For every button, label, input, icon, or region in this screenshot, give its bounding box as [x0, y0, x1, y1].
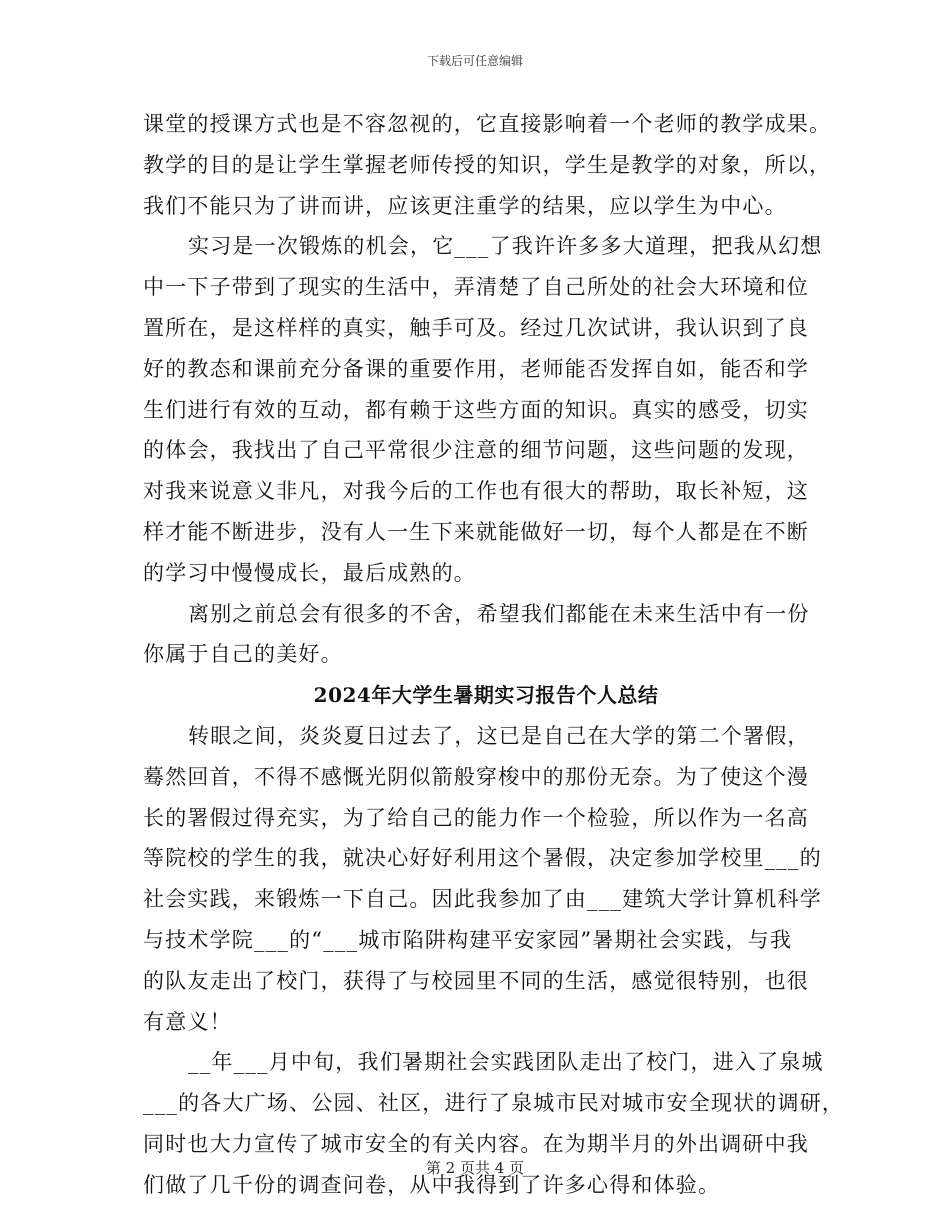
- document-body: [143, 104, 845, 1206]
- text-line: ___的各大广场、公园、社区，进行了泉城市民对城市安全现状的调研，: [143, 1091, 845, 1116]
- text-line: 生们进行有效的互动，都有赖于这些方面的知识。真实的感受，切实: [143, 397, 809, 422]
- section-title: 2024年大学生暑期实习报告个人总结: [313, 683, 659, 708]
- text-line: 置所在，是这样样的真实，触手可及。经过几次试讲，我认识到了良: [143, 315, 809, 340]
- text-line: 对我来说意义非凡，对我今后的工作也有很大的帮助，取长补短，这: [143, 479, 809, 504]
- text-line: 同时也大力宣传了城市安全的有关内容。在为期半月的外出调研中我: [143, 1131, 809, 1156]
- text-line: 有意义！: [143, 1009, 232, 1034]
- text-line: 的体会，我找出了自己平常很少注意的细节问题，这些问题的发现，: [143, 438, 809, 463]
- text-line: 好的教态和课前充分备课的重要作用，老师能否发挥自如，能否和学: [143, 356, 809, 381]
- text-line: 等院校的学生的我，就决心好好利用这个暑假，决定参加学校里___的: [143, 846, 822, 871]
- text-line: 的队友走出了校门，获得了与校园里不同的生活，感觉很特别，也很: [143, 968, 809, 993]
- text-line: 们做了几千份的调查问卷，从中我得到了许多心得和体验。: [143, 1172, 721, 1197]
- text-line: 课堂的授课方式也是不容忽视的，它直接影响着一个老师的教学成果。: [143, 112, 832, 136]
- text-line: 蓦然回首，不得不感慨光阴似箭般穿梭中的那份无奈。为了使这个漫: [143, 764, 809, 789]
- text-line: 中一下子带到了现实的生活中，弄清楚了自己所处的社会大环境和位: [143, 275, 809, 300]
- text-line: 你属于自己的美好。: [143, 642, 343, 667]
- text-line: 转眼之间，炎炎夏日过去了，这已是自己在大学的第二个署假，: [188, 723, 810, 748]
- text-line: 离别之前总会有很多的不舍，希望我们都能在未来生活中有一份: [188, 601, 810, 626]
- text-line: 样才能不断进步，没有人一生下来就能做好一切，每个人都是在不断: [143, 519, 809, 544]
- text-line: 长的署假过得充实，为了给自己的能力作一个检验，所以作为一名高: [143, 805, 809, 830]
- page-header: 下载后可任意编辑: [426, 54, 523, 68]
- text-line: 实习是一次锻炼的机会，它___了我许许多多大道理，把我从幻想: [188, 234, 823, 259]
- text-line: 与技术学院___的“___城市陷阱构建平安家园”暑期社会实践，与我: [143, 927, 793, 952]
- text-line: 教学的目的是让学生掌握老师传授的知识，学生是教学的对象，所以，: [143, 152, 832, 177]
- text-line: 社会实践，来锻炼一下自己。因此我参加了由___建筑大学计算机科学: [143, 887, 822, 912]
- text-line: __年___月中旬，我们暑期社会实践团队走出了校门，进入了泉城: [188, 1050, 824, 1075]
- text-line: 的学习中慢慢成长，最后成熟的。: [143, 560, 476, 585]
- text-line: 我们不能只为了讲而讲，应该更注重学的结果，应以学生为中心。: [143, 193, 787, 218]
- page-footer: 第 2 页共 4 页: [425, 1159, 525, 1177]
